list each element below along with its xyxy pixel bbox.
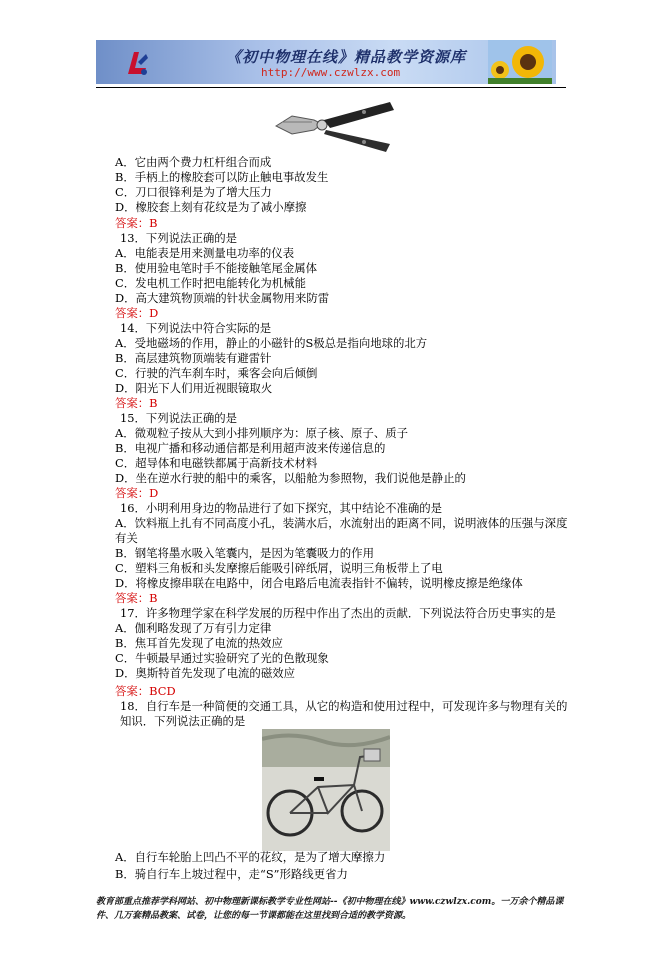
header-banner — [96, 40, 556, 84]
answer-line: 答案：D — [115, 486, 159, 500]
option-line: C．超导体和电磁铁都属于高新技术材料 — [115, 456, 318, 470]
banner-url: http://www.czwlzx.com — [261, 66, 401, 79]
answer-line: 答案：D — [115, 306, 159, 320]
bicycle-photo — [262, 729, 390, 851]
option-line: B．使用验电笔时手不能接触笔尾金属体 — [115, 261, 318, 275]
multitool-pliers-figure — [272, 100, 396, 152]
answer-line: 答案：B — [115, 396, 158, 410]
question-stem: 17．许多物理学家在科学发展的历程中作出了杰出的贡献．下列说法符合历史事实的是 — [120, 606, 556, 620]
option-line: C．牛顿最早通过实验研究了光的色散现象 — [115, 651, 329, 665]
option-line: C．塑料三角板和头发摩擦后能吸引碎纸屑，说明三角板带上了电 — [115, 561, 443, 575]
question-stem: 18．自行车是一种简便的交通工具，从它的构造和使用过程中，可发现许多与物理有关的知识．下列说法正确的是 — [120, 699, 568, 728]
option-line: B．钢笔将墨水吸入笔囊内，是因为笔囊吸力的作用 — [115, 546, 374, 560]
option-line: D．高大建筑物顶端的针状金属物用来防雷 — [115, 291, 330, 305]
question-stem: 14．下列说法中符合实际的是 — [120, 321, 272, 335]
answer-line: 答案：B — [115, 591, 158, 605]
option-line: B．高层建筑物顶端装有避雷针 — [115, 351, 272, 365]
answer-line: 答案：B — [115, 216, 158, 230]
option-line: A．电能表是用来测量电功率的仪表 — [115, 246, 295, 260]
question-stem: 13．下列说法正确的是 — [120, 231, 238, 245]
option-line: B．骑自行车上坡过程中，走“S”形路线更省力 — [115, 867, 348, 881]
option-line: A．伽利略发现了万有引力定律 — [115, 621, 272, 635]
option-line: B．焦耳首先发现了电流的热效应 — [115, 636, 283, 650]
question-stem: 15．下列说法正确的是 — [120, 411, 238, 425]
option-line: A．饮料瓶上扎有不同高度小孔，装满水后，水流射出的距离不同，说明液体的压强与深度有关 — [115, 516, 568, 545]
option-line: C．发电机工作时把电能转化为机械能 — [115, 276, 306, 290]
page-footer: 教育部重点推荐学科网站、初中物理新课标教学专业性网站--《初中物理在线》www.czwlzx.com。一万余个精品课件、几万套精品教案、试卷，让您的每一节课都能在这里找到合适的教学资源。 — [96, 897, 564, 921]
option-line: A．自行车轮胎上凹凸不平的花纹，是为了增大摩擦力 — [115, 850, 386, 864]
question-stem: 16．小明利用身边的物品进行了如下探究，其中结论不准确的是 — [120, 501, 443, 515]
banner-title: 《初中物理在线》精品教学资源库 — [226, 48, 467, 66]
answer-line: 答案：BCD — [115, 684, 176, 698]
option-line: D．坐在逆水行驶的船中的乘客，以船舱为参照物，我们说他是静止的 — [115, 471, 466, 485]
header-rule — [96, 87, 566, 88]
option-line: A．受地磁场的作用，静止的小磁针的S极总是指向地球的北方 — [115, 336, 428, 350]
option-line: D．奥斯特首先发现了电流的磁效应 — [115, 666, 295, 680]
option-line: A．它由两个费力杠杆组合而成 — [115, 155, 272, 169]
option-line: A．微观粒子按从大到小排列顺序为：原子核、原子、质子 — [115, 426, 408, 440]
option-line: B．手柄上的橡胶套可以防止触电事故发生 — [115, 170, 329, 184]
option-line: C．刀口很锋利是为了增大压力 — [115, 185, 272, 199]
sunflower-icon — [488, 40, 552, 84]
option-line: D．阳光下人们用近视眼镜取火 — [115, 381, 273, 395]
option-line: B．电视广播和移动通信都是利用超声波来传递信息的 — [115, 441, 386, 455]
site-logo-icon — [124, 48, 150, 76]
option-line: D．将橡皮擦串联在电路中，闭合电路后电流表指针不偏转，说明橡皮擦是绝缘体 — [115, 576, 523, 590]
option-line: D．橡胶套上刻有花纹是为了减小摩擦 — [115, 200, 307, 214]
option-line: C．行驶的汽车刹车时，乘客会向后倾倒 — [115, 366, 318, 380]
